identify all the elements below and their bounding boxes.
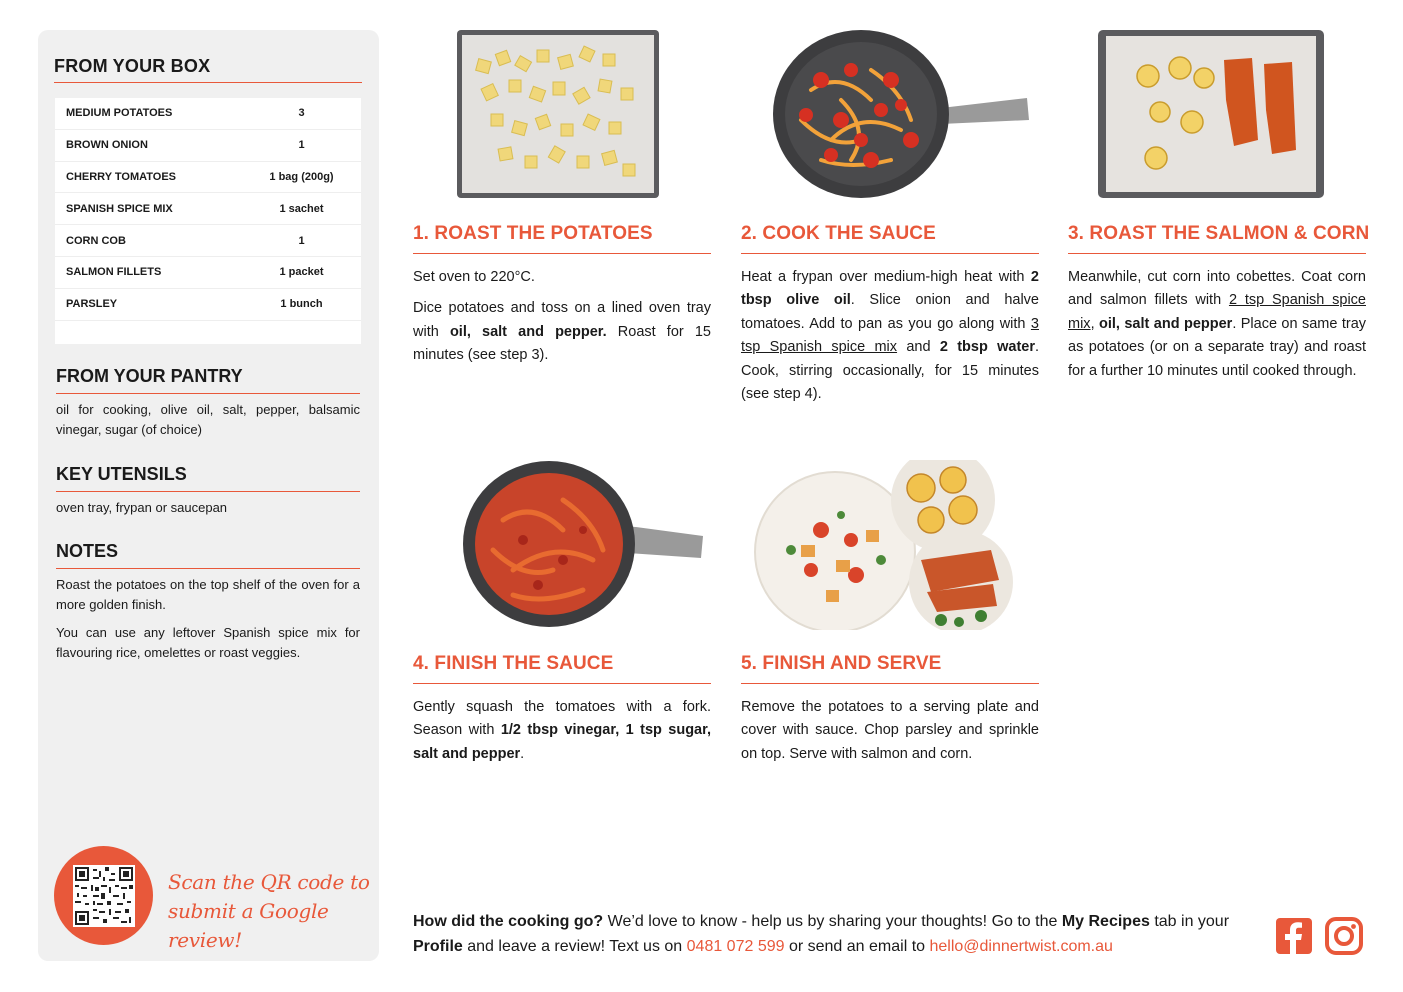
table-row — [55, 162, 361, 194]
footer-question: How did the cooking go? — [413, 913, 604, 930]
ingredient-name: CORN COB — [66, 234, 126, 247]
footer-profile: Profile — [413, 938, 463, 955]
footer-my-recipes: My Recipes — [1061, 913, 1150, 930]
footer-text: or send an email to — [784, 938, 930, 955]
ingredient-name: CHERRY TOMATOES — [66, 170, 177, 183]
qr-badge[interactable] — [54, 846, 153, 945]
table-row — [55, 130, 361, 162]
step-text-para — [741, 266, 1039, 406]
note-item: You can use any leftover Spanish spice mix for flavouring rice, omelettes or roast veggies. — [56, 625, 360, 660]
step-bold-ingredients: 1/2 tbsp vinegar, 1 tsp sugar, salt and pepper — [413, 722, 711, 762]
divider — [56, 393, 360, 394]
step-3-image — [1068, 30, 1366, 205]
step-5-text — [741, 696, 1039, 774]
qr-caption-line: Scan the QR code to — [168, 870, 370, 894]
facebook-icon[interactable] — [1275, 917, 1313, 955]
table-row — [55, 98, 361, 130]
ingredient-qty: 1 — [298, 139, 305, 152]
step-bold-ingredients: 2 tbsp water — [939, 339, 1035, 356]
step-text-para — [1068, 266, 1366, 383]
notes-text — [56, 575, 360, 671]
step-2-text — [741, 266, 1039, 414]
step-1-image — [413, 30, 711, 205]
pantry-title: FROM YOUR PANTRY — [56, 366, 243, 386]
step-4-image — [413, 460, 711, 635]
divider — [741, 683, 1039, 684]
step-3-text — [1068, 266, 1366, 391]
step-text: . Slice onion and halve tomatoes. Add to pan as you go along with — [741, 292, 1039, 332]
step-text: . Place on same tray as potatoes (or on a separate tray) and roast for a further 10 minutes until cooked through. — [1068, 315, 1367, 379]
step-5-title: 5. FINISH AND SERVE — [741, 653, 942, 674]
ingredient-qty: 1 bag (200g) — [269, 170, 334, 183]
finished-sauce-pan-image — [413, 460, 711, 630]
from-your-box-title: FROM YOUR BOX — [54, 56, 211, 76]
step-text: Meanwhile, cut corn into cobettes. Coat corn and salmon fillets with — [1068, 269, 1366, 309]
salmon-corn-tray-image — [1068, 30, 1366, 200]
table-row — [55, 193, 361, 225]
step-text: Gently squash the tomatoes with a fork. Season with — [413, 699, 711, 739]
notes-title: NOTES — [56, 541, 119, 561]
pantry-text: oil for cooking, olive oil, salt, pepper, balsamic vinegar, sugar (of choice) — [56, 402, 360, 437]
step-2-title: 2. COOK THE SAUCE — [741, 223, 936, 244]
step-text: . Cook, stirring occasionally, for 15 minutes (see step 4). — [741, 339, 1040, 403]
step-text: and — [897, 339, 940, 356]
step-4-text — [413, 696, 711, 774]
ingredient-qty: 1 — [298, 234, 305, 247]
step-3-title: 3. ROAST THE SALMON & CORN — [1068, 223, 1370, 244]
footer-text: We’d love to know - help us by sharing your thoughts! Go to the — [603, 913, 1062, 930]
step-text-para: Remove the potatoes to a serving plate and cover with sauce. Chop parsley and sprinkle on top. Serve with salmon and corn. — [741, 699, 1039, 762]
utensils-text: oven tray, frypan or saucepan — [56, 500, 228, 515]
divider — [413, 253, 711, 254]
qr-caption-line: submit a Google review! — [168, 899, 329, 952]
step-bold-ingredients: oil, salt and pepper — [1099, 315, 1233, 332]
instagram-icon[interactable] — [1325, 917, 1363, 955]
step-1-text — [413, 266, 711, 376]
ingredient-name: SPANISH SPICE MIX — [66, 202, 173, 215]
step-text: Heat a frypan over medium-high heat with — [741, 269, 1031, 285]
divider — [413, 683, 711, 684]
divider — [56, 568, 360, 569]
footer-text: and leave a review! Text us on — [462, 938, 687, 955]
note-item: Roast the potatoes on the top shelf of the oven for a more golden finish. — [56, 577, 360, 612]
step-2-image — [741, 30, 1039, 205]
footer-text: tab in your — [1149, 913, 1230, 930]
step-underlined-ingredient: 2 tsp Spanish spice mix — [1068, 292, 1366, 332]
ingredient-name: SALMON FILLETS — [66, 266, 162, 279]
served-plate-image — [741, 460, 1039, 630]
step-text-para — [413, 297, 711, 367]
email-link[interactable]: hello@dinnertwist.com.au — [929, 938, 1113, 955]
qr-caption — [168, 868, 379, 955]
step-text-para: Set oven to 220°C. — [413, 269, 535, 285]
step-text-para — [413, 696, 711, 766]
table-row — [55, 289, 361, 321]
review-footer — [413, 909, 1263, 959]
step-bold-ingredients: 2 tbsp olive oil — [741, 269, 1039, 309]
ingredient-qty: 1 bunch — [280, 298, 323, 311]
ingredient-qty: 3 — [298, 107, 305, 120]
step-4-title: 4. FINISH THE SAUCE — [413, 653, 614, 674]
qr-code-icon — [73, 865, 135, 927]
step-bold-ingredients: oil, salt and pepper. — [449, 323, 607, 340]
roasted-potatoes-tray-image — [413, 30, 711, 200]
step-text: Roast for 15 minutes (see step 3). — [413, 323, 711, 364]
utensils-title: KEY UTENSILS — [56, 464, 187, 484]
table-row — [55, 257, 361, 289]
frypan-sauce-image — [741, 30, 1039, 200]
step-underlined-ingredient: 3 tsp Spanish spice mix — [741, 315, 1039, 356]
divider — [56, 491, 360, 492]
divider — [1068, 253, 1366, 254]
divider — [741, 253, 1039, 254]
ingredients-sidebar — [38, 30, 379, 961]
step-text: , — [1090, 315, 1100, 332]
ingredient-name: BROWN ONION — [66, 139, 148, 152]
table-row — [55, 225, 361, 257]
divider — [54, 82, 362, 83]
step-text: Dice potatoes and toss on a lined oven tray with — [413, 300, 711, 340]
ingredient-name: MEDIUM POTATOES — [66, 107, 173, 120]
ingredient-qty: 1 sachet — [279, 202, 324, 215]
ingredients-table — [55, 98, 361, 344]
ingredient-qty: 1 packet — [279, 266, 324, 279]
step-5-image — [741, 460, 1039, 635]
ingredient-name: PARSLEY — [66, 298, 118, 311]
phone-link[interactable]: 0481 072 599 — [686, 938, 785, 955]
step-1-title: 1. ROAST THE POTATOES — [413, 223, 653, 244]
step-text: . — [520, 745, 525, 762]
